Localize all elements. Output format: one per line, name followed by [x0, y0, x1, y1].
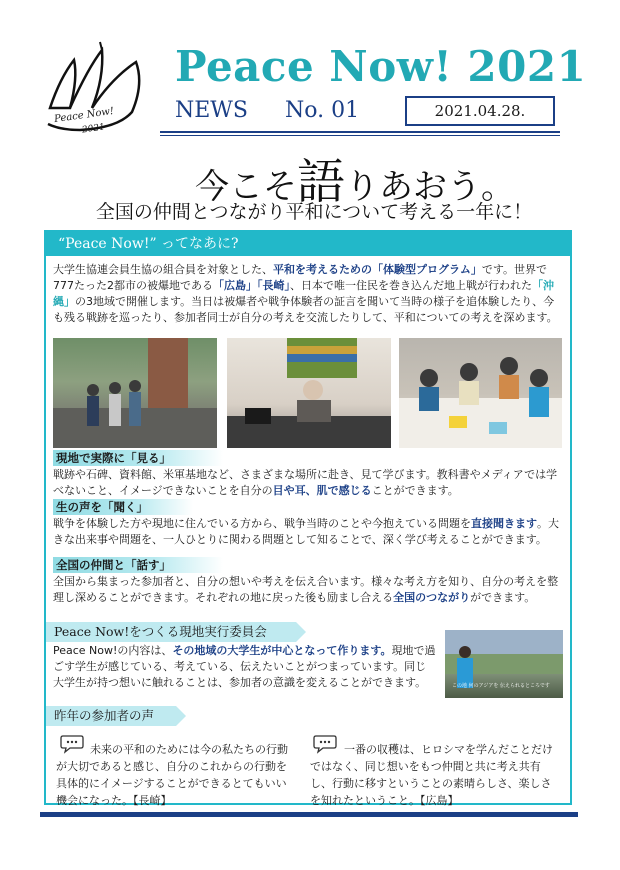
committee-tag-label: Peace Now!をつくる現地実行委員会 [54, 624, 267, 639]
section-text: 戦争を体験した方や現地に住んでいる方から、戦争当時のことや今抱えている問題を [53, 517, 471, 530]
intro-text: の3地域で開催します。当日は被爆者や戦争体験者の証言を聞いて当時の様子を追体験したり、今も残る戦跡を巡ったり、参加者同士が自分の考えを交流したりして、平和についての考えを深めます。 [53, 295, 558, 324]
section-label-listen: 生の声を「聞く」 [53, 499, 193, 515]
section-label-see: 現地で実際に「見る」 [53, 450, 223, 466]
issue-number: No. 01 [285, 98, 360, 123]
masthead-rule-thin [160, 135, 560, 136]
section-talk-text [53, 574, 565, 606]
intro-text: です。世界で777たった2都市の被爆地である [53, 263, 548, 292]
section-text: 全国から集まった参加者と、自分の想いや考えを伝え合います。様々な考え方を知り、自分の考えを整理し深めることができます。それぞれの地に戻った後も励まし合える [53, 575, 559, 604]
sub-headline: 全国の仲間とつながり平和について考える一年に！ [95, 201, 533, 223]
intro-paragraph [53, 262, 565, 326]
intro-emphasis: 平和を考えるための「体験型プログラム」 [273, 263, 482, 276]
section-text: ことができます。 [371, 484, 459, 497]
section-title-bar: “Peace Now!” ってなあに? [46, 232, 570, 256]
section-label-talk: 全国の仲間と「話す」 [53, 557, 223, 573]
committee-text-part: 現地で過ごす学生が感じている、考えている、伝えたいことがつまっています。同じ大学生が持つ想いに触れることは、参加者の意識を変えることができます。 [53, 644, 436, 689]
section-text: 。大きな出来事や問題を、一人ひとりに関わる問題として知ることで、深く学び考えることができます。 [53, 517, 559, 546]
tag-arrow [176, 706, 186, 726]
voice-nagasaki: 未来の平和のためには今の私たちの行動が大切であると感じ、自分のこれからの行動を具体的にイメージすることができるとてもいい機会になった。【長崎】 [56, 743, 288, 807]
section-text: ができます。 [470, 591, 536, 604]
photo-memorial-visit [53, 338, 217, 448]
section-see-text [53, 467, 565, 499]
section-emphasis: 全国のつながり [393, 591, 471, 604]
voices-tag [46, 706, 176, 726]
section-emphasis: 直接聞きます [471, 517, 537, 530]
voices-tag-label: 昨年の参加者の声 [54, 708, 155, 723]
place-hiroshima: 「広島」 [213, 279, 257, 292]
tag-arrow [296, 622, 306, 642]
news-label: NEWS [175, 98, 248, 123]
logo-text: Peace Now! [53, 105, 115, 126]
place-okinawa: 「沖縄」 [53, 279, 554, 308]
photo-group-discussion [399, 338, 562, 448]
intro-text: 大学生協連会員生協の組合員を対象とした、 [53, 263, 273, 276]
committee-tag [46, 622, 296, 642]
section-emphasis: 目や耳、肌で感じる [272, 484, 372, 497]
logo-year: 2021 [81, 122, 106, 136]
masthead-rule [160, 131, 560, 133]
place-nagasaki: 「長崎」 [257, 279, 290, 292]
headline-emphasis: 語 [297, 154, 346, 210]
committee-text-part: Peace Now!の内容は、 [53, 644, 173, 657]
committee-emphasis: その地域の大学生が中心となって作ります。 [172, 644, 392, 657]
photo-testimony-speaker [227, 338, 391, 448]
committee-text [53, 643, 437, 691]
headline-part3: りあおう。 [345, 167, 516, 207]
section-listen-text [53, 516, 565, 548]
section-text: 戦跡や石碑、資料館、米軍基地など、さまざまな場所に赴き、見て学びます。教科書やメディアでは学べないこと、イメージできないことを自分の [53, 468, 558, 497]
issue-date: 2021.04.28. [405, 96, 555, 126]
voice-hiroshima: 一番の収穫は、ヒロシマを学んだことだけではなく、同じ想いをもつ仲間と共に考え共有し、行動に移すということの素晴らしさ、楽しさを知れたということ。【広島】 [310, 743, 553, 807]
bottom-rule [40, 812, 578, 817]
intro-text: 、日本で唯一住民を巻き込んだ地上戦が行われた [290, 279, 532, 292]
newsletter-title: Peace Now! 2021 [175, 42, 587, 91]
headline-part1: 今こそ [195, 167, 297, 207]
photo-caption: この地 何のアジアを 伝えられるところです [452, 683, 550, 689]
